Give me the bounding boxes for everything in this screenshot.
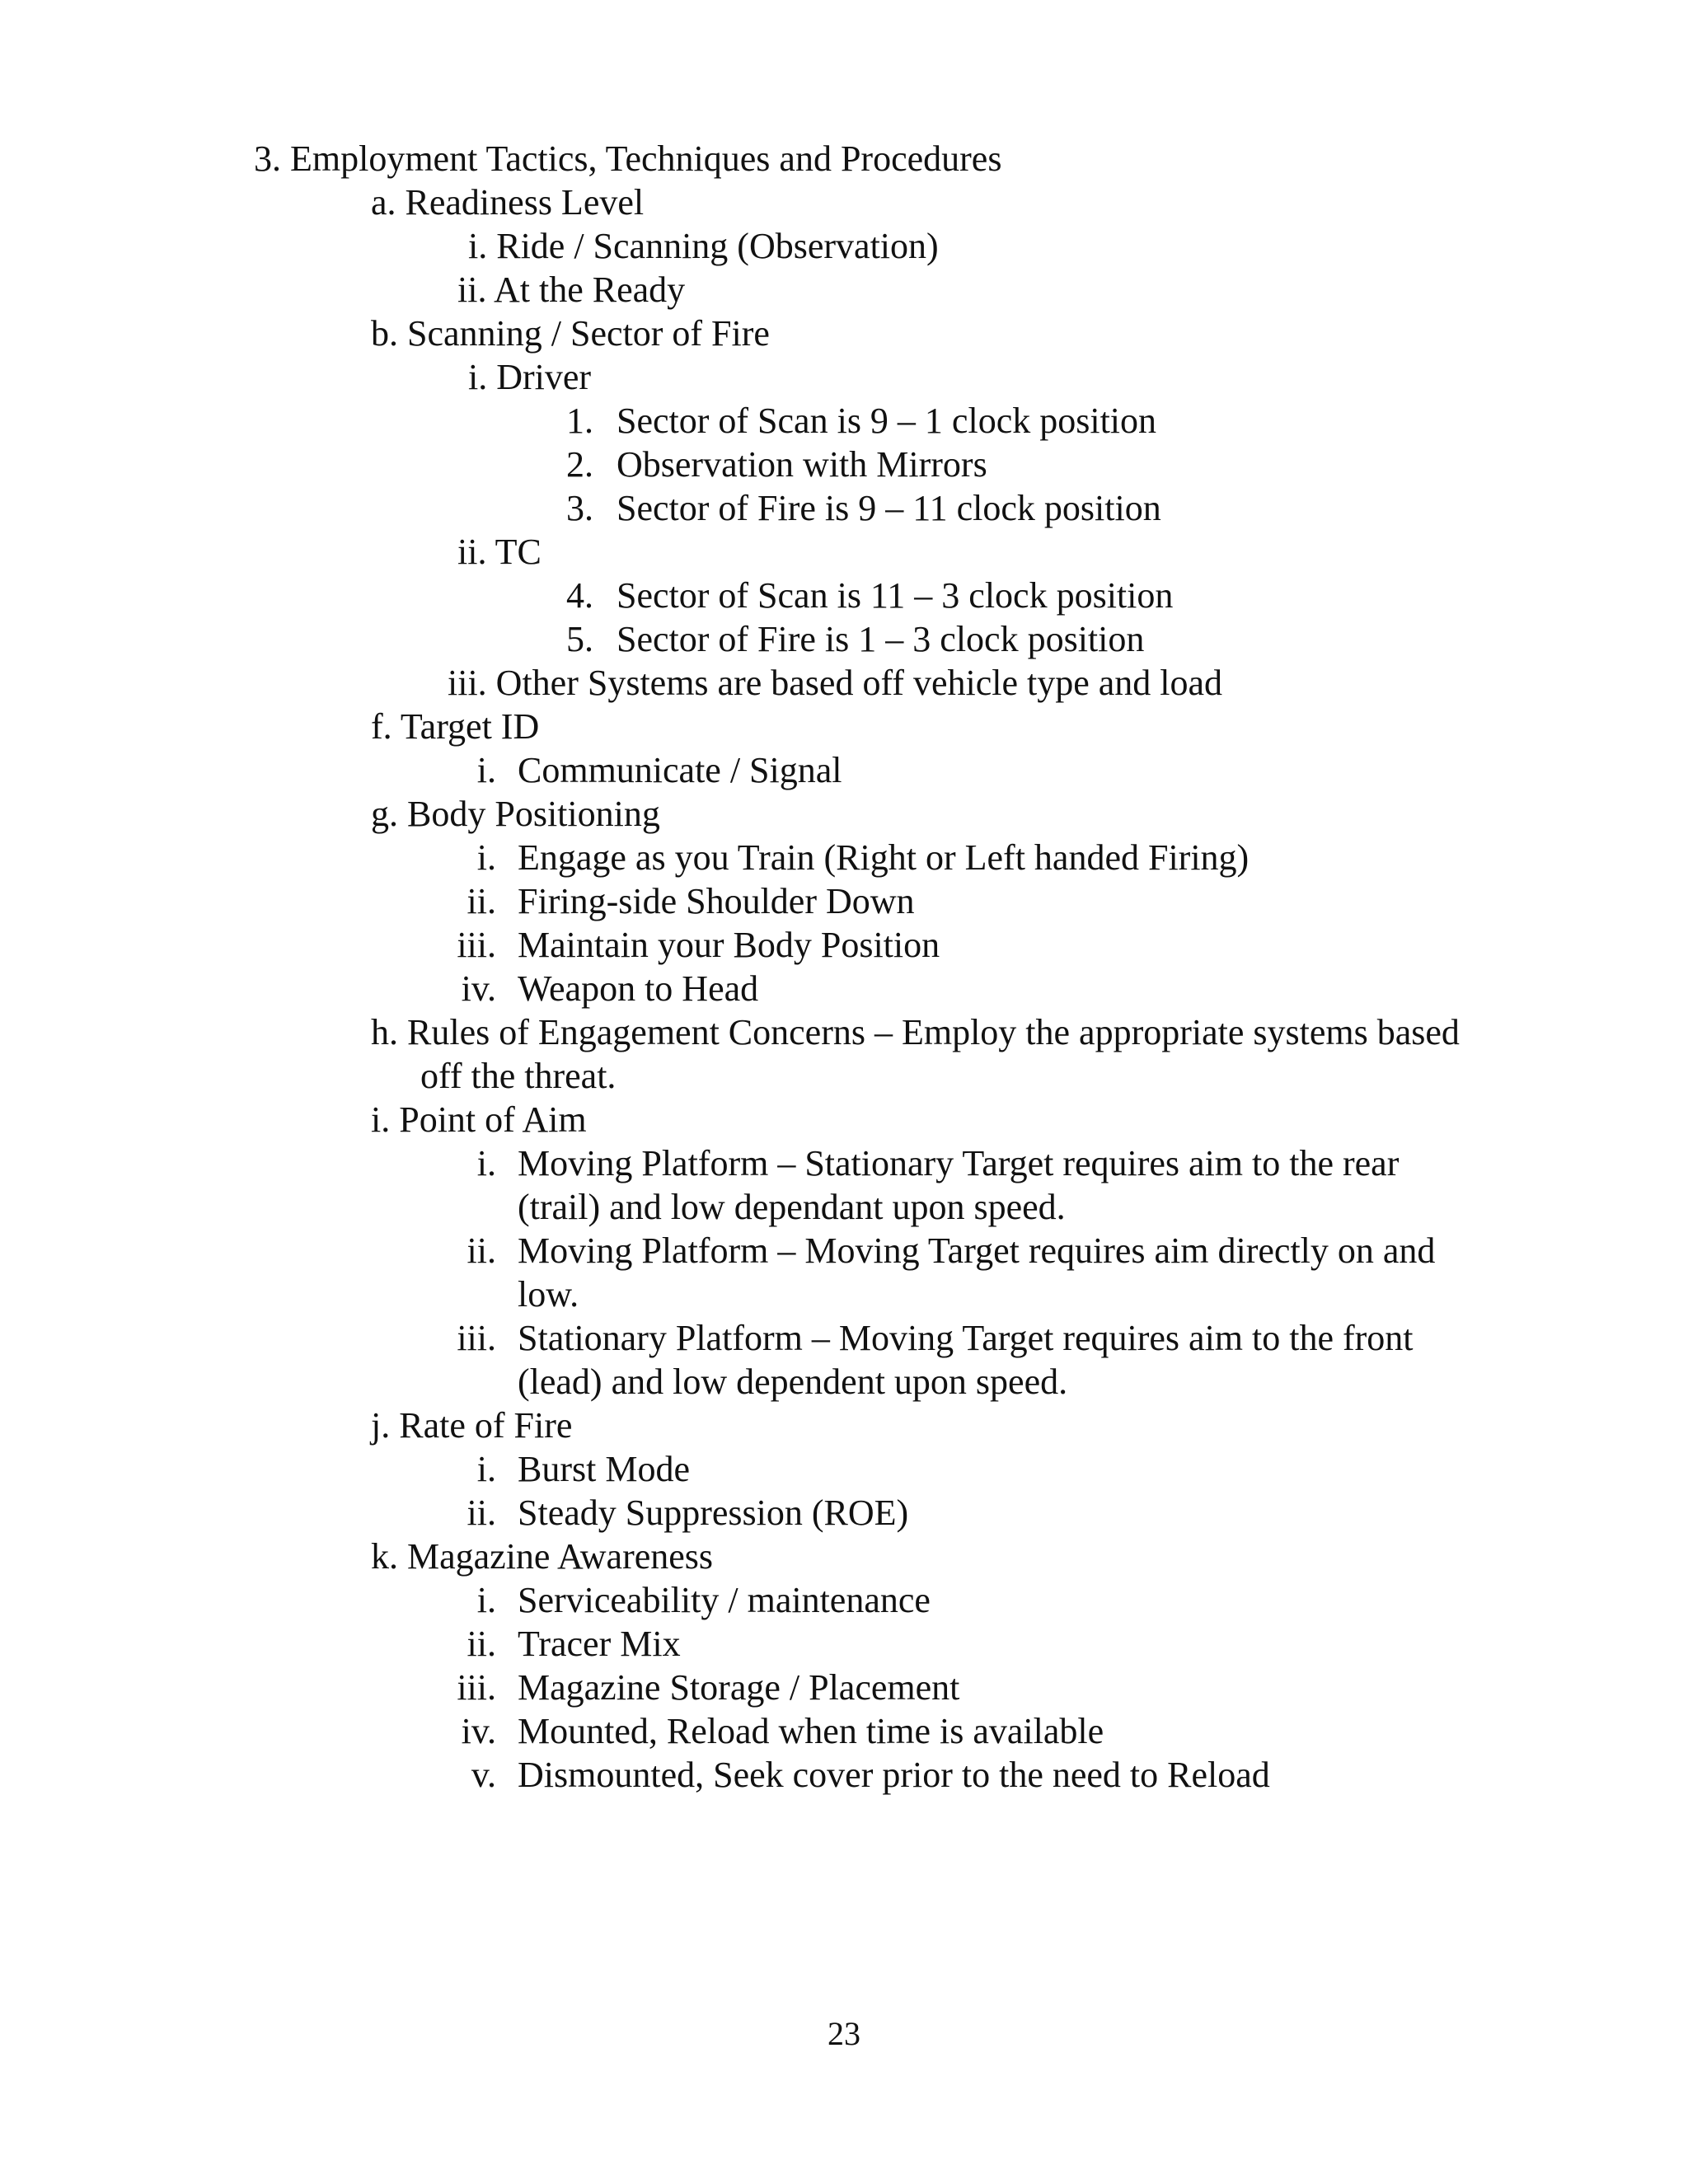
list-item: Steady Suppression (ROE) — [518, 1493, 909, 1533]
list-item-number: iii. — [457, 925, 496, 965]
list-item: Observation with Mirrors — [617, 444, 987, 485]
list-item: Tracer Mix — [518, 1624, 681, 1664]
list-item: Weapon to Head — [518, 968, 759, 1009]
subsection-g-heading: g. Body Positioning — [371, 794, 660, 834]
list-item-continuation: (trail) and low dependant upon speed. — [518, 1187, 1066, 1227]
page-number: 23 — [828, 2015, 860, 2052]
list-item-number: v. — [471, 1755, 496, 1795]
list-item-continuation: (lead) and low dependent upon speed. — [518, 1361, 1068, 1402]
list-item: Stationary Platform – Moving Target requires aim to the front — [518, 1318, 1414, 1358]
list-item-number: 2. — [566, 444, 593, 485]
list-item: i. Driver — [468, 357, 592, 397]
subsection-h-heading: h. Rules of Engagement Concerns – Employ the appropriate systems based — [371, 1012, 1460, 1052]
list-item-number: iii. — [457, 1318, 496, 1358]
subsection-k-heading: k. Magazine Awareness — [371, 1536, 714, 1577]
list-item-number: iii. — [457, 1667, 496, 1708]
section-heading: 3. Employment Tactics, Techniques and Procedures — [254, 138, 1002, 179]
list-item: Sector of Scan is 11 – 3 clock position — [617, 575, 1174, 616]
list-item: Sector of Fire is 9 – 11 clock position — [617, 488, 1161, 528]
list-item: i. Ride / Scanning (Observation) — [468, 226, 939, 266]
list-item: Dismounted, Seek cover prior to the need to Reload — [518, 1755, 1270, 1795]
list-item-number: iv. — [461, 1711, 496, 1751]
subsection-i-heading: i. Point of Aim — [371, 1099, 587, 1140]
list-item: Maintain your Body Position — [518, 925, 940, 965]
list-item: Firing-side Shoulder Down — [518, 881, 915, 921]
list-item-number: i. — [476, 750, 496, 790]
list-item: Engage as you Train (Right or Left handed Firing) — [518, 837, 1250, 878]
list-item-number: 3. — [566, 488, 593, 528]
list-item: Communicate / Signal — [518, 750, 842, 790]
list-item: Mounted, Reload when time is available — [518, 1711, 1104, 1751]
list-item: Moving Platform – Moving Target requires aim directly on and — [518, 1230, 1436, 1271]
list-item-continuation: low. — [518, 1274, 579, 1315]
list-item-number: 5. — [566, 619, 593, 659]
list-item: Sector of Fire is 1 – 3 clock position — [617, 619, 1145, 659]
subsection-j-heading: j. Rate of Fire — [371, 1405, 573, 1446]
list-item-number: i. — [476, 1449, 496, 1489]
list-item-number: ii. — [467, 1493, 496, 1533]
subsection-h-continuation: off the threat. — [420, 1056, 617, 1096]
subsection-b-heading: b. Scanning / Sector of Fire — [371, 313, 770, 354]
list-item-number: i. — [476, 1580, 496, 1620]
list-item: Magazine Storage / Placement — [518, 1667, 960, 1708]
list-item: Sector of Scan is 9 – 1 clock position — [617, 401, 1157, 441]
list-item-number: iv. — [461, 968, 496, 1009]
list-item-number: ii. — [467, 881, 496, 921]
list-item: Burst Mode — [518, 1449, 690, 1489]
list-item-number: ii. — [467, 1230, 496, 1271]
list-item-number: i. — [476, 1143, 496, 1183]
list-item: ii. At the Ready — [457, 269, 686, 310]
list-item-number: ii. — [467, 1624, 496, 1664]
list-item-number: 4. — [566, 575, 593, 616]
list-item-number: i. — [476, 837, 496, 878]
list-item: iii. Other Systems are based off vehicle type and load — [448, 663, 1223, 703]
list-item-number: 1. — [566, 401, 593, 441]
list-item: Moving Platform – Stationary Target requires aim to the rear — [518, 1143, 1400, 1183]
list-item: ii. TC — [457, 532, 542, 572]
subsection-a-heading: a. Readiness Level — [371, 182, 645, 223]
subsection-f-heading: f. Target ID — [371, 706, 540, 747]
list-item: Serviceability / maintenance — [518, 1580, 931, 1620]
